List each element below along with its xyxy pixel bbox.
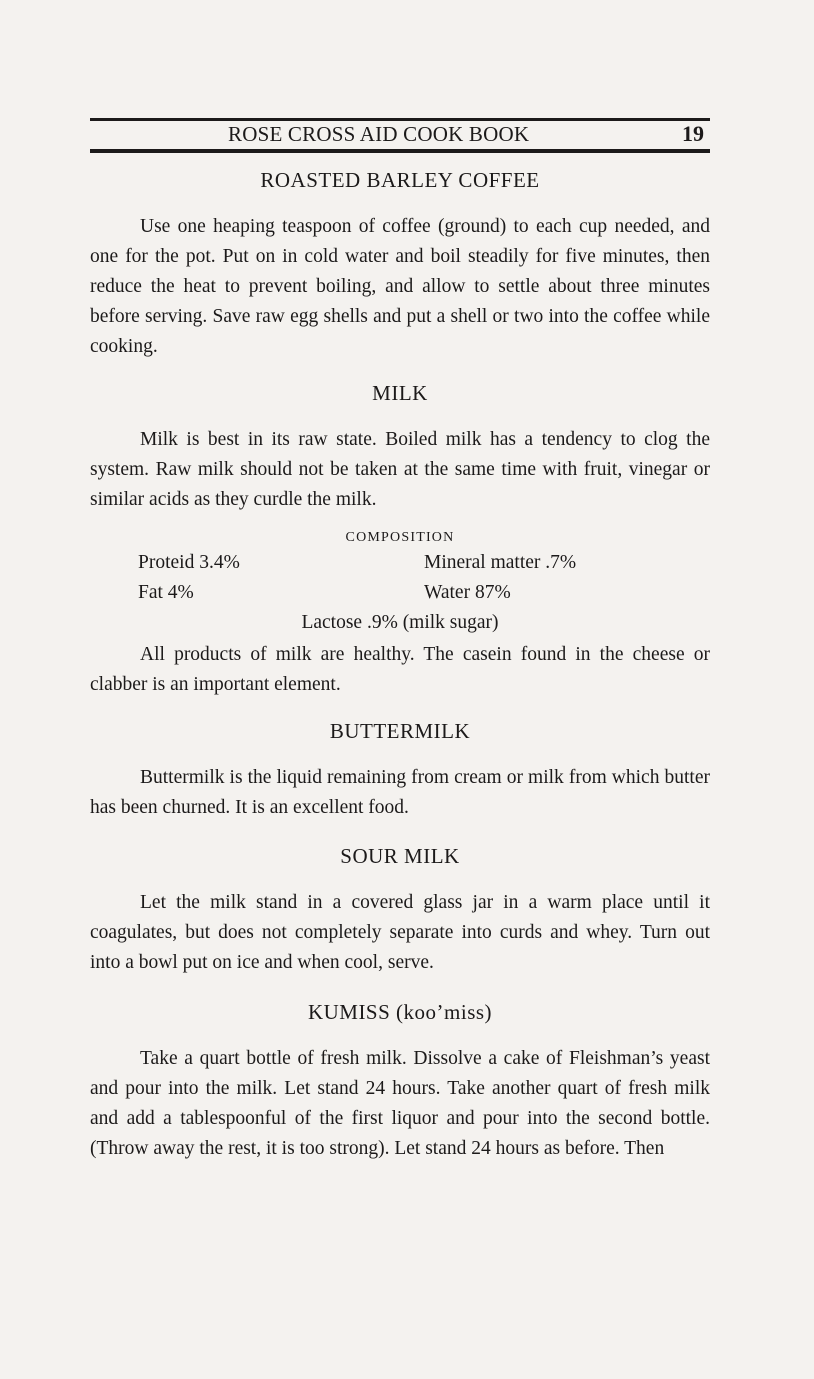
composition-proteid: Proteid 3.4% [138, 552, 240, 573]
section-title-kumiss: KUMISS (koo’miss) [307, 1000, 493, 1024]
page-number: 19 [682, 121, 704, 146]
header-bottom-rule [90, 149, 710, 153]
section-title-roasted-barley-coffee: ROASTED BARLEY COFFEE [260, 168, 540, 192]
running-title: ROSE CROSS AID COOK BOOK [228, 122, 530, 146]
composition-row-2 [90, 578, 710, 608]
composition-fat: Fat 4% [138, 582, 194, 603]
book-page [90, 118, 710, 1164]
section-title-milk: MILK [372, 381, 428, 405]
composition-row-1 [90, 548, 710, 578]
section-body-roasted-barley-coffee: Use one heaping teaspoon of coffee (ground) to each cup needed, and one for the pot. Put on in cold water and boil steadily for five minutes, then reduce the heat to prevent boiling, and allow to settle about three minutes before serving. Save raw egg shells and put a shell or two into the coffee while cooking. [90, 216, 710, 357]
running-header [90, 118, 710, 154]
composition-lactose: Lactose .9% (milk sugar) [301, 612, 499, 633]
milk-products-paragraph: All products of milk are healthy. The casein found in the cheese or clabber is an important element. [90, 644, 710, 695]
section-body-sour-milk: Let the milk stand in a covered glass jar in a warm place until it coagulates, but does not completely separate into curds and whey. Turn out into a bowl put on ice and when cool, serve. [90, 892, 710, 973]
section-title-sour-milk: SOUR MILK [340, 844, 460, 868]
composition-water: Water 87% [424, 582, 511, 603]
composition-mineral: Mineral matter .7% [424, 552, 577, 573]
composition-heading: COMPOSITION [345, 530, 455, 545]
section-body-milk: Milk is best in its raw state. Boiled milk has a tendency to clog the system. Raw milk should not be taken at the same time with fruit, vinegar or similar acids as they curdle the milk. [90, 429, 710, 510]
section-title-buttermilk: BUTTERMILK [329, 719, 471, 743]
section-body-kumiss: Take a quart bottle of fresh milk. Dissolve a cake of Fleishman’s yeast and pour into the milk. Let stand 24 hours. Take another quart of fresh milk and add a tablespoonful of the first liquor and pour into the second bottle. (Throw away the rest, it is too strong). Let stand 24 hours as before. Then [90, 1048, 710, 1159]
section-body-buttermilk: Buttermilk is the liquid remaining from cream or milk from which butter has been churned. It is an excellent food. [90, 767, 710, 818]
